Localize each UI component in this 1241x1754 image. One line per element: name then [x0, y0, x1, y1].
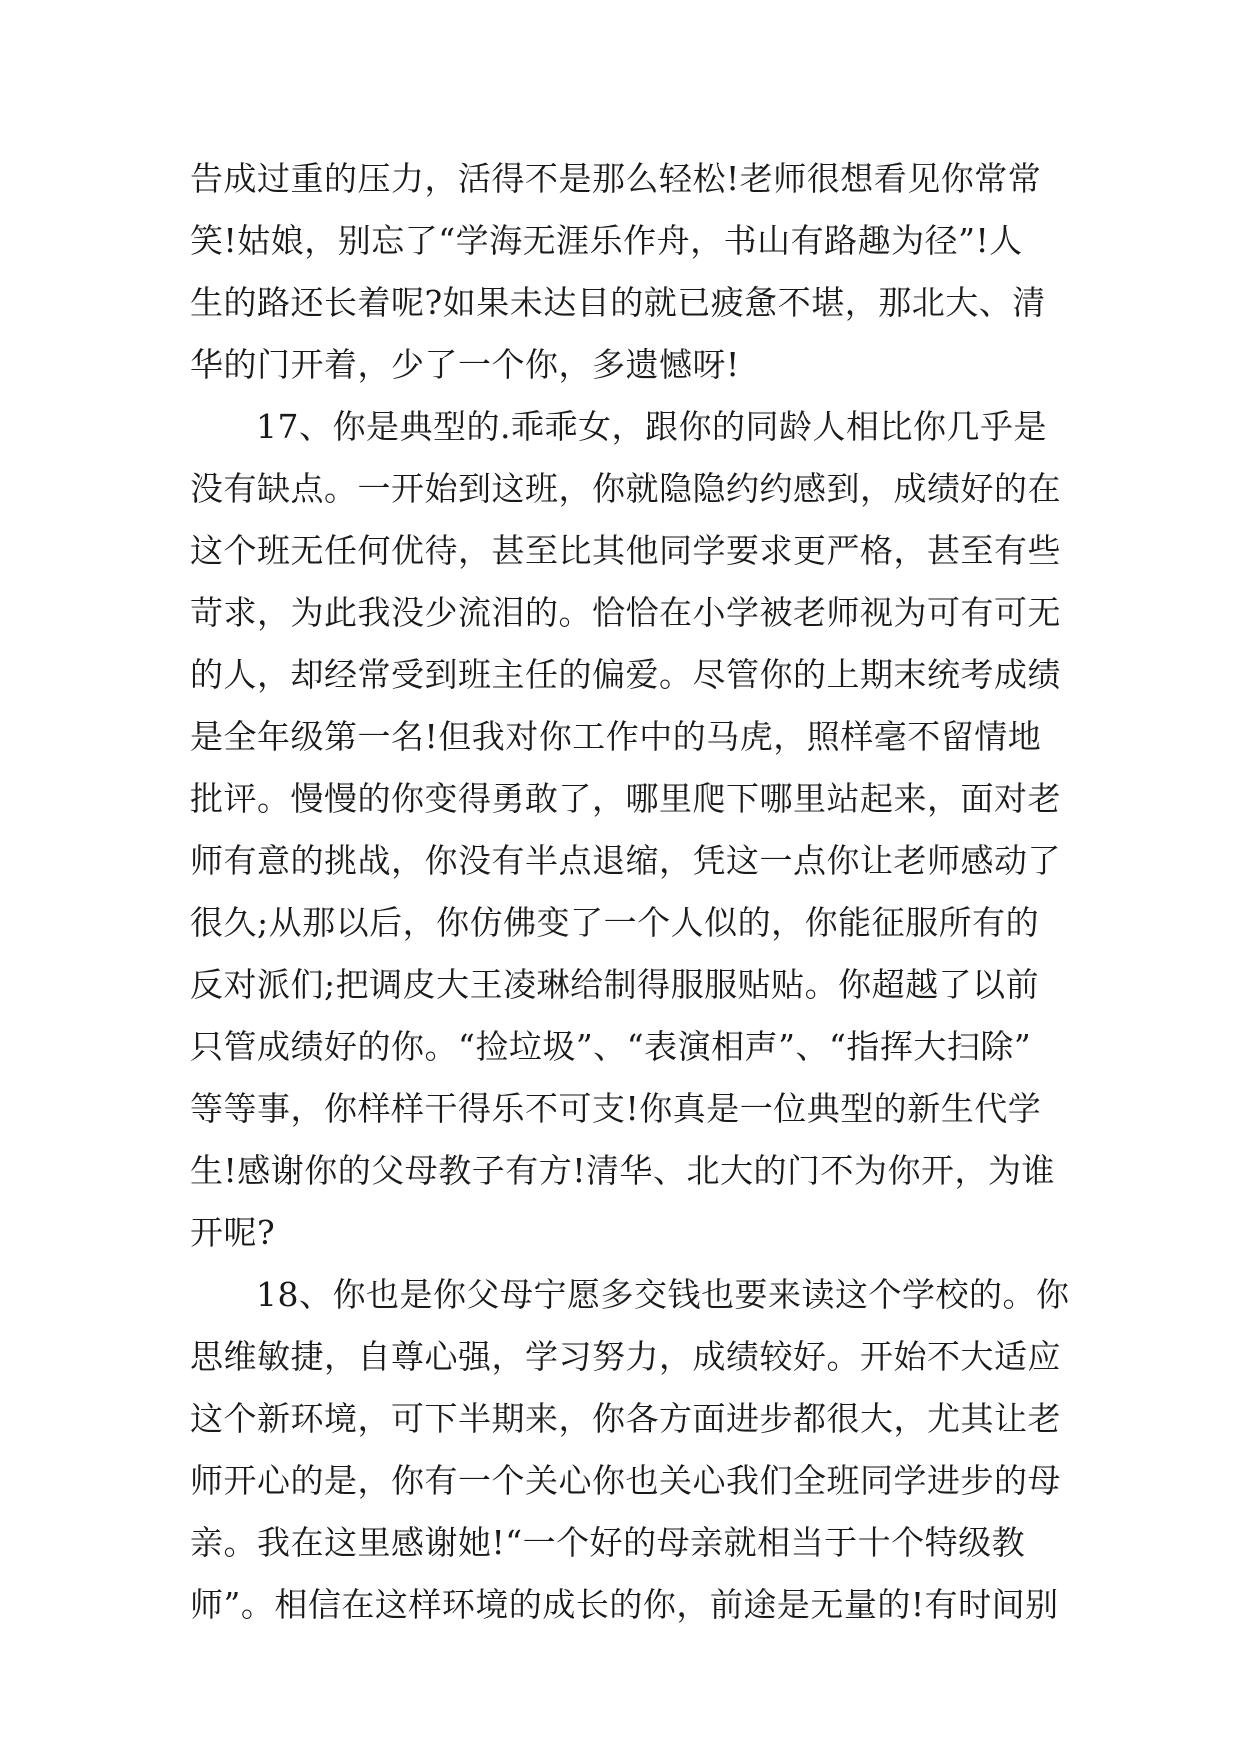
paragraph-17-start: 17、你是典型的.乖乖女，跟你的同龄人相比你几乎是	[256, 407, 1047, 446]
text-line: 这个新环境，可下半期来，你各方面进步都很大，尤其让老	[190, 1399, 1061, 1438]
text-line: 很久;从那以后，你仿佛变了一个人似的，你能征服所有的	[190, 903, 1040, 942]
text-line: 生!感谢你的父母教子有方!清华、北大的门不为你开，为谁	[190, 1151, 1056, 1190]
text-line: 亲。我在这里感谢她!“一个好的母亲就相当于十个特级教	[190, 1523, 1026, 1562]
text-line: 没有缺点。一开始到这班，你就隐隐约约感到，成绩好的在	[190, 469, 1061, 508]
text-line: 师”。相信在这样环境的成长的你，前途是无量的!有时间别	[190, 1585, 1059, 1624]
text-line: 华的门开着，少了一个你，多遗憾呀!	[190, 345, 740, 384]
text-line: 告成过重的压力，活得不是那么轻松!老师很想看见你常常	[190, 159, 1042, 198]
text-line: 师开心的是，你有一个关心你也关心我们全班同学进步的母	[190, 1461, 1061, 1500]
text-line: 只管成绩好的你。“捡垃圾”、“表演相声”、“指挥大扫除”	[190, 1027, 1032, 1066]
text-line: 笑!姑娘，别忘了“学海无涯乐作舟，书山有路趣为径”!人	[190, 221, 1023, 260]
text-line: 生的路还长着呢?如果未达目的就已疲惫不堪，那北大、清	[190, 283, 1046, 322]
body-text	[190, 148, 1070, 1636]
text-line: 师有意的挑战，你没有半点退缩，凭这一点你让老师感动了	[190, 841, 1061, 880]
text-line: 是全年级第一名!但我对你工作中的马虎，照样毫不留情地	[190, 717, 1042, 756]
text-line: 这个班无任何优待，甚至比其他同学要求更严格，甚至有些	[190, 531, 1061, 570]
text-line: 等等事，你样样干得乐不可支!你真是一位典型的新生代学	[190, 1089, 1042, 1128]
text-line: 批评。慢慢的你变得勇敢了，哪里爬下哪里站起来，面对老	[190, 779, 1061, 818]
text-line: 苛求，为此我没少流泪的。恰恰在小学被老师视为可有可无	[190, 593, 1061, 632]
text-line: 思维敏捷，自尊心强，学习努力，成绩较好。开始不大适应	[190, 1337, 1061, 1376]
text-line: 反对派们;把调皮大王凌琳给制得服服贴贴。你超越了以前	[190, 965, 1040, 1004]
text-line: 开呢?	[190, 1213, 276, 1252]
text-line: 的人，却经常受到班主任的偏爱。尽管你的上期末统考成绩	[190, 655, 1061, 694]
paragraph-18-start: 18、你也是你父母宁愿多交钱也要来读这个学校的。你	[256, 1275, 1070, 1314]
